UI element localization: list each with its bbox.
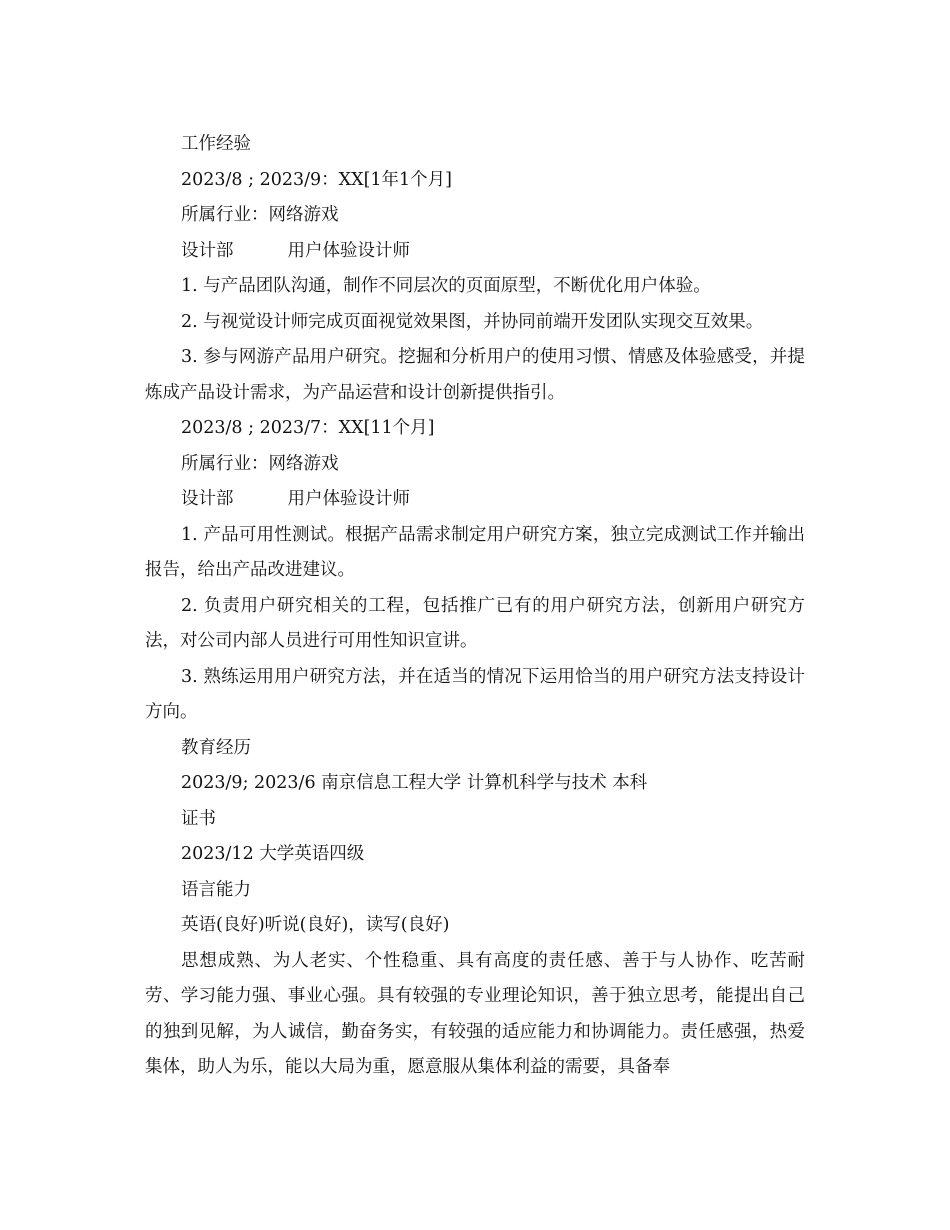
- job-1-duty-3: 3. 参与网游产品用户研究。挖掘和分析用户的使用习惯、情感及体验感受，并提炼成产品设计需求，为产品运营和设计创新提供指引。: [145, 347, 805, 403]
- job-2-period: 2023/8 ; 2023/7：XX[11个月]: [181, 418, 435, 438]
- job-1-role: [145, 234, 805, 270]
- job-2-duty-2: 2. 负责用户研究相关的工程，包括推广已有的用户研究方法，创新用户研究方法，对公司内部人员进行可用性知识宣讲。: [145, 595, 805, 651]
- resume-content: [145, 127, 805, 1086]
- job-1-duty-2: 2. 与视觉设计师完成页面视觉效果图，并协同前端开发团队实现交互效果。: [181, 311, 764, 332]
- job-2-role: [145, 482, 805, 518]
- job-2-duty-1: 1. 产品可用性测试。根据产品需求制定用户研究方案，独立完成测试工作并输出报告，给出产品改进建议。: [145, 524, 805, 580]
- job-2-title: 用户体验设计师: [287, 489, 410, 509]
- certificate-entry: 2023/12 大学英语四级: [181, 844, 365, 864]
- language-heading: 语言能力: [181, 879, 251, 900]
- job-1-period: 2023/8 ; 2023/9：XX[1年1个月]: [181, 169, 452, 190]
- job-1-title: 用户体验设计师: [287, 240, 410, 261]
- job-2-industry: 所属行业：网络游戏: [181, 453, 339, 474]
- language-entry: 英语(良好)听说(良好)，读写(良好): [181, 915, 450, 935]
- job-1-industry: 所属行业：网络游戏: [181, 205, 339, 225]
- certificates-heading: 证书: [181, 808, 216, 829]
- education-entry: 2023/9; 2023/6 南京信息工程大学 计算机科学与技术 本科: [181, 773, 648, 793]
- education-heading: 教育经历: [181, 737, 251, 758]
- work-experience-heading: 工作经验: [181, 134, 251, 154]
- self-evaluation-paragraph: 思想成熟、为人老实、个性稳重、具有高度的责任感、善于与人协作、吃苦耐劳、学习能力强、事业心强。具有较强的专业理论知识，善于独立思考，能提出自己的独到见解，为人诚信，勤奋务实，有较强的适应能力和协调能力。责任感强，热爱集体，助人为乐，能以大局为重，愿意服从集体利益的需要，具备奉: [145, 950, 805, 1077]
- job-2-department: 设计部: [181, 489, 234, 509]
- job-2-duty-3: 3. 熟练运用用户研究方法，并在适当的情况下运用恰当的用户研究方法支持设计方向。: [145, 666, 805, 722]
- job-1-duty-1: 1. 与产品团队沟通，制作不同层次的页面原型，不断优化用户体验。: [181, 276, 711, 296]
- job-1-department: 设计部: [181, 240, 234, 261]
